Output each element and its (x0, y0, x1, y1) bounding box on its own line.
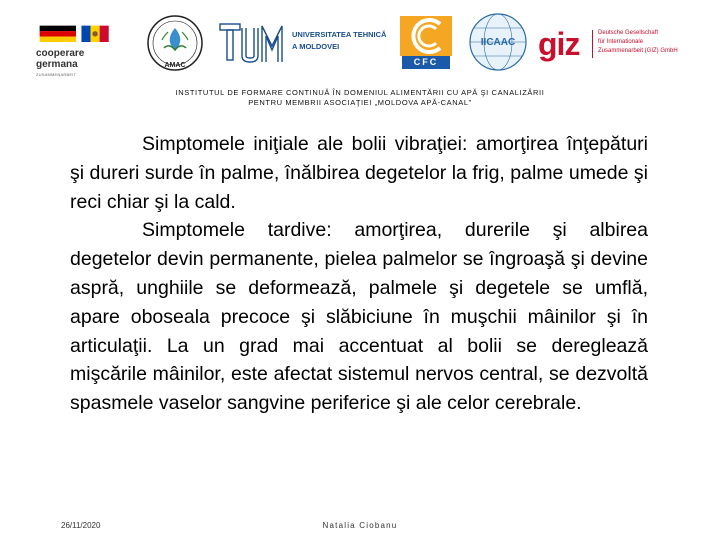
flags-icon (36, 22, 116, 42)
giz-text-line2: für Internationale (598, 39, 644, 45)
footer-author: Natalia Ciobanu (322, 521, 398, 530)
amac-logo (146, 14, 204, 78)
utm-logo (218, 20, 388, 70)
institution-heading (0, 88, 720, 108)
giz-logo (538, 26, 688, 66)
amac-label: AMAC (164, 62, 186, 69)
slide-body (70, 130, 648, 418)
cooperare-text: cooperare (36, 48, 85, 59)
germana-text: germana (36, 59, 78, 70)
zusammenarbeit-text: ZUSAMMENARBEIT (36, 72, 77, 77)
cfc-logo (396, 14, 454, 70)
header-logos (0, 0, 720, 90)
giz-text-line3: Zusammenarbeit (GIZ) GmbH (598, 48, 678, 54)
giz-text-line1: Deutsche Gesellschaft (598, 30, 659, 36)
institution-line1: INSTITUTUL DE FORMARE CONTINUĂ ÎN DOMENIUL ALIMENTĂRII CU APĂ ŞI CANALIZĂRII (175, 88, 545, 97)
iicaac-label: IICAAC (480, 37, 516, 48)
giz-wordmark: giz (538, 26, 580, 62)
paragraph-initial-symptoms: Simptomele iniţiale ale bolii vibraţiei: amorţirea înţepături şi dureri surde în palme, înălbirea degetelor la frig, palme umede şi reci chiar şi la cald. (70, 133, 648, 213)
footer-date: 26/11/2020 (61, 521, 101, 530)
utm-name-line1: UNIVERSITATEA TEHNICĂ (292, 30, 387, 39)
institution-line2: PENTRU MEMBRII ASOCIAŢIEI „MOLDOVA APĂ-CANAL” (248, 98, 472, 107)
cfc-emblem-icon (396, 14, 454, 56)
utm-monogram-icon (218, 20, 290, 70)
iicaac-logo (468, 12, 528, 72)
cfc-label: CFC (402, 56, 450, 69)
utm-name-line2: A MOLDOVEI (292, 42, 340, 51)
cooperare-germana-logo (36, 22, 126, 78)
giz-separator (592, 30, 593, 58)
paragraph-late-symptoms: Simptomele tardive: amorţirea, durerile şi albirea degetelor devin permanente, pielea palmelor se îngroaşă şi devine aspră, unghiile se deformează, palmele şi degetele se umflă, apare oboseala precoce şi slăbiciune în muşchii mâinilor şi în articulaţii. La un grad mai accentuat al bolii se deregleazǎ mişcările mâinilor, este afectat sistemul nervos central, se dezvoltă spasmele vaselor sangvine periferice şi ale celor cerebrale. (70, 219, 648, 415)
